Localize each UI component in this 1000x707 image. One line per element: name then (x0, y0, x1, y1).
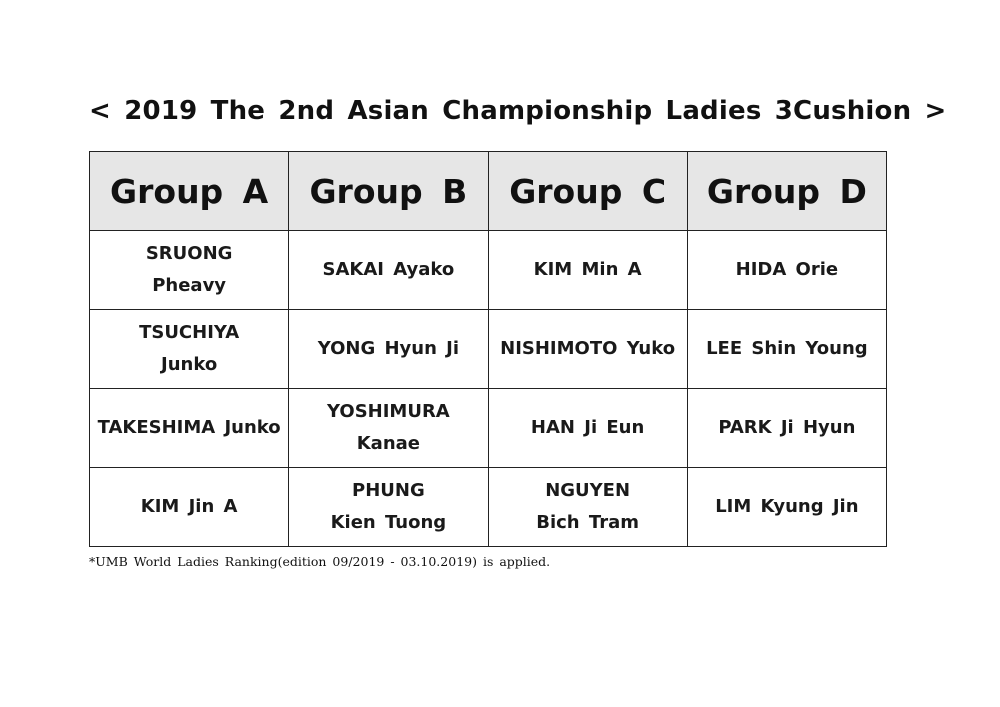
document-title: < 2019 The 2nd Asian Championship Ladies 3Cushion > (89, 96, 947, 126)
player-name-line: Junko (161, 354, 218, 375)
player-cell (289, 389, 488, 468)
group-c-header: Group C (488, 152, 687, 231)
player-cell (90, 468, 289, 547)
player-name-line: Kien Tuong (330, 512, 447, 533)
player-name-line: TSUCHIYA (139, 322, 240, 343)
player-name-line: YOSHIMURA (327, 401, 450, 422)
group-table (89, 151, 887, 547)
group-b-header: Group B (289, 152, 488, 231)
player-name-line: LEE Shin Young (706, 338, 868, 359)
player-name-line: Pheavy (152, 275, 227, 296)
player-name-line: TAKESHIMA Junko (97, 417, 281, 438)
player-name-line: YONG Hyun Ji (317, 338, 460, 359)
group-d-header: Group D (687, 152, 886, 231)
player-name-line: HIDA Orie (735, 259, 839, 280)
group-header-row (90, 152, 887, 231)
player-name-line: Bich Tram (536, 512, 639, 533)
player-name-line: KIM Jin A (140, 496, 238, 517)
player-name-line: LIM Kyung Jin (715, 496, 859, 517)
player-cell (289, 231, 488, 310)
player-name-line: NGUYEN (545, 480, 631, 501)
player-name-line: PHUNG (352, 480, 425, 501)
table-row (90, 389, 887, 468)
player-cell (687, 389, 886, 468)
player-name-line: KIM Min A (533, 259, 642, 280)
ranking-footnote: *UMB World Ladies Ranking(edition 09/2019 - 03.10.2019) is applied. (89, 554, 551, 569)
player-cell (488, 389, 687, 468)
player-name-line: SAKAI Ayako (322, 259, 455, 280)
player-cell (488, 231, 687, 310)
player-cell (90, 231, 289, 310)
player-name-line: SRUONG (145, 243, 233, 264)
player-cell (289, 310, 488, 389)
player-name-line: NISHIMOTO Yuko (500, 338, 676, 359)
table-row (90, 310, 887, 389)
player-name-line: Kanae (356, 433, 420, 454)
player-cell (90, 310, 289, 389)
player-name-line: HAN Ji Eun (530, 417, 645, 438)
player-name-line: PARK Ji Hyun (718, 417, 856, 438)
player-cell (687, 468, 886, 547)
table-row (90, 468, 887, 547)
player-cell (687, 231, 886, 310)
player-cell (488, 468, 687, 547)
player-cell (90, 389, 289, 468)
player-cell (687, 310, 886, 389)
table-row (90, 231, 887, 310)
player-cell (488, 310, 687, 389)
player-cell (289, 468, 488, 547)
group-a-header: Group A (90, 152, 289, 231)
